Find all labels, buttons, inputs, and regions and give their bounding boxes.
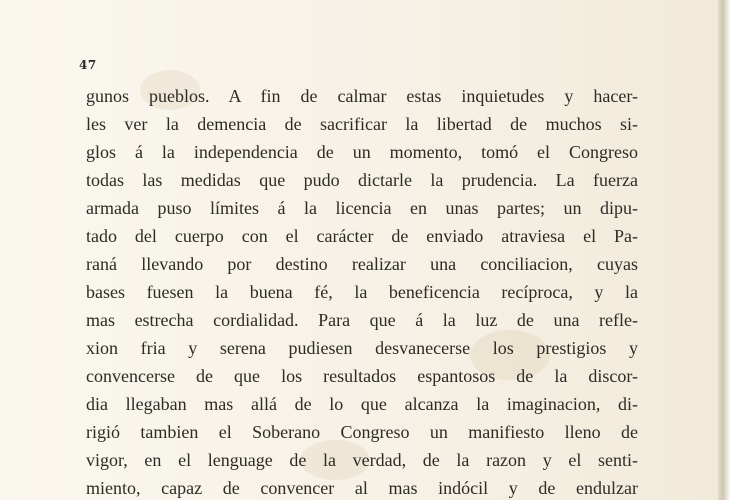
text-line: les ver la demencia de sacrificar la libertad de muchos si- xyxy=(86,114,638,134)
text-line: tado del cuerpo con el carácter de enviado atraviesa el Pa- xyxy=(86,226,638,246)
text-line: gunos pueblos. A fin de calmar estas inquietudes y hacer- xyxy=(86,86,638,106)
text-line: miento, capaz de convencer al mas indócil y de endulzar xyxy=(86,478,638,498)
text-line: raná llevando por destino realizar una conciliacion, cuyas xyxy=(86,254,638,274)
text-line: glos á la independencia de un momento, tomó el Congreso xyxy=(86,142,638,162)
text-line: convencerse de que los resultados espantosos de la discor- xyxy=(86,366,638,386)
page-number: 47 xyxy=(79,58,97,72)
text-line: rigió tambien el Soberano Congreso un manifiesto lleno de xyxy=(86,422,638,442)
text-line: armada puso límites á la licencia en unas partes; un dipu- xyxy=(86,198,638,218)
page-edge xyxy=(718,0,730,500)
text-line: todas las medidas que pudo dictarle la prudencia. La fuerza xyxy=(86,170,638,190)
text-line: vigor, en el lenguage de la verdad, de la razon y el senti- xyxy=(86,450,638,470)
body-text xyxy=(86,82,638,500)
text-line: xion fria y serena pudiesen desvanecerse los prestigios y xyxy=(86,338,638,358)
text-line: mas estrecha cordialidad. Para que á la luz de una refle- xyxy=(86,310,638,330)
text-line: bases fuesen la buena fé, la beneficencia recíproca, y la xyxy=(86,282,638,302)
text-line: dia llegaban mas allá de lo que alcanza la imaginacion, di- xyxy=(86,394,638,414)
